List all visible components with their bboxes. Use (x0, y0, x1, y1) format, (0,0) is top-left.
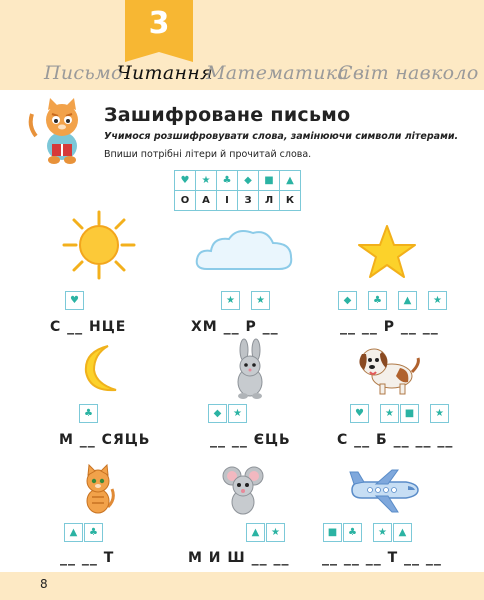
lesson-subtitle: Учимося розшифровувати слова, замінюючи символи літерами. (104, 131, 459, 142)
star-icon (357, 224, 417, 280)
star-icon: ★ (430, 404, 449, 423)
word-rabbit: __ __ ЄЦЬ (210, 432, 291, 448)
key-diamond-icon: ◆ (238, 171, 259, 191)
tab-pysmo[interactable]: Письмо (44, 62, 123, 84)
lesson-title: Зашифроване письмо (104, 104, 351, 126)
diamond-icon: ◆ (338, 291, 357, 310)
star-icon: ★ (428, 291, 447, 310)
key-letter: К (280, 191, 301, 211)
word-mouse: М И Ш __ __ (188, 550, 290, 566)
star-icon: ★ (266, 523, 285, 542)
cipher-key-letters-row (175, 191, 301, 211)
cipher-key-symbols-row (175, 171, 301, 191)
key-letter: О (175, 191, 196, 211)
triangle-icon: ▲ (393, 523, 412, 542)
square-icon: ■ (323, 523, 342, 542)
page-number: 8 (40, 577, 48, 591)
symbol-boxes-dog (350, 404, 449, 423)
symbol-boxes-sun (65, 291, 84, 310)
tab-chytannia[interactable]: Читання (117, 62, 213, 84)
key-triangle-icon: ▲ (280, 171, 301, 191)
triangle-icon: ▲ (398, 291, 417, 310)
footer-band (0, 572, 484, 600)
star-icon: ★ (380, 404, 399, 423)
nav-tabs (0, 62, 484, 88)
star-icon: ★ (373, 523, 392, 542)
symbol-boxes-rabbit (208, 404, 247, 423)
cipher-key-table (174, 170, 301, 211)
key-letter: А (196, 191, 217, 211)
triangle-icon: ▲ (64, 523, 83, 542)
star-icon: ★ (251, 291, 270, 310)
chapter-bookmark (125, 0, 193, 52)
reading-cat-illustration (28, 96, 90, 166)
mouse-icon (220, 464, 266, 516)
heart-icon: ♥ (350, 404, 369, 423)
airplane-icon (348, 468, 422, 514)
symbol-boxes-airplane (323, 523, 412, 542)
rabbit-icon (230, 338, 270, 400)
key-star-icon: ★ (196, 171, 217, 191)
star-icon: ★ (221, 291, 240, 310)
kitten-icon (80, 463, 116, 515)
symbol-boxes-moon (79, 404, 98, 423)
tab-svit-navkolo[interactable]: Світ навколо (338, 62, 479, 84)
chapter-number: 3 (148, 6, 170, 41)
club-icon: ♣ (84, 523, 103, 542)
key-letter: Л (259, 191, 280, 211)
symbol-boxes-cloud (221, 291, 270, 310)
moon-icon (78, 344, 124, 394)
star-icon: ★ (228, 404, 247, 423)
dog-icon (356, 342, 422, 396)
word-star: __ __ Р __ __ (340, 319, 439, 335)
sun-icon (62, 210, 136, 280)
word-moon: М __ СЯЦЬ (59, 432, 151, 448)
heart-icon: ♥ (65, 291, 84, 310)
club-icon: ♣ (368, 291, 387, 310)
key-club-icon: ♣ (217, 171, 238, 191)
word-sun: С __ НЦЕ (50, 319, 127, 335)
word-dog: С __ Б __ __ __ (337, 432, 454, 448)
word-kitten: __ __ Т (60, 550, 115, 566)
word-airplane: __ __ __ Т __ __ (322, 550, 442, 566)
diamond-icon: ◆ (208, 404, 227, 423)
club-icon: ♣ (343, 523, 362, 542)
symbol-boxes-kitten (64, 523, 103, 542)
triangle-icon: ▲ (246, 523, 265, 542)
key-square-icon: ■ (259, 171, 280, 191)
square-icon: ■ (400, 404, 419, 423)
key-letter: І (217, 191, 238, 211)
word-cloud: ХМ __ Р __ (191, 319, 279, 335)
club-icon: ♣ (79, 404, 98, 423)
key-letter: З (238, 191, 259, 211)
symbol-boxes-star (338, 291, 447, 310)
lesson-instruction: Впиши потрібні літери й прочитай слова. (104, 149, 312, 160)
tab-matematyka[interactable]: Математика (206, 62, 350, 84)
cloud-icon (193, 225, 297, 275)
symbol-boxes-mouse (246, 523, 285, 542)
key-heart-icon: ♥ (175, 171, 196, 191)
